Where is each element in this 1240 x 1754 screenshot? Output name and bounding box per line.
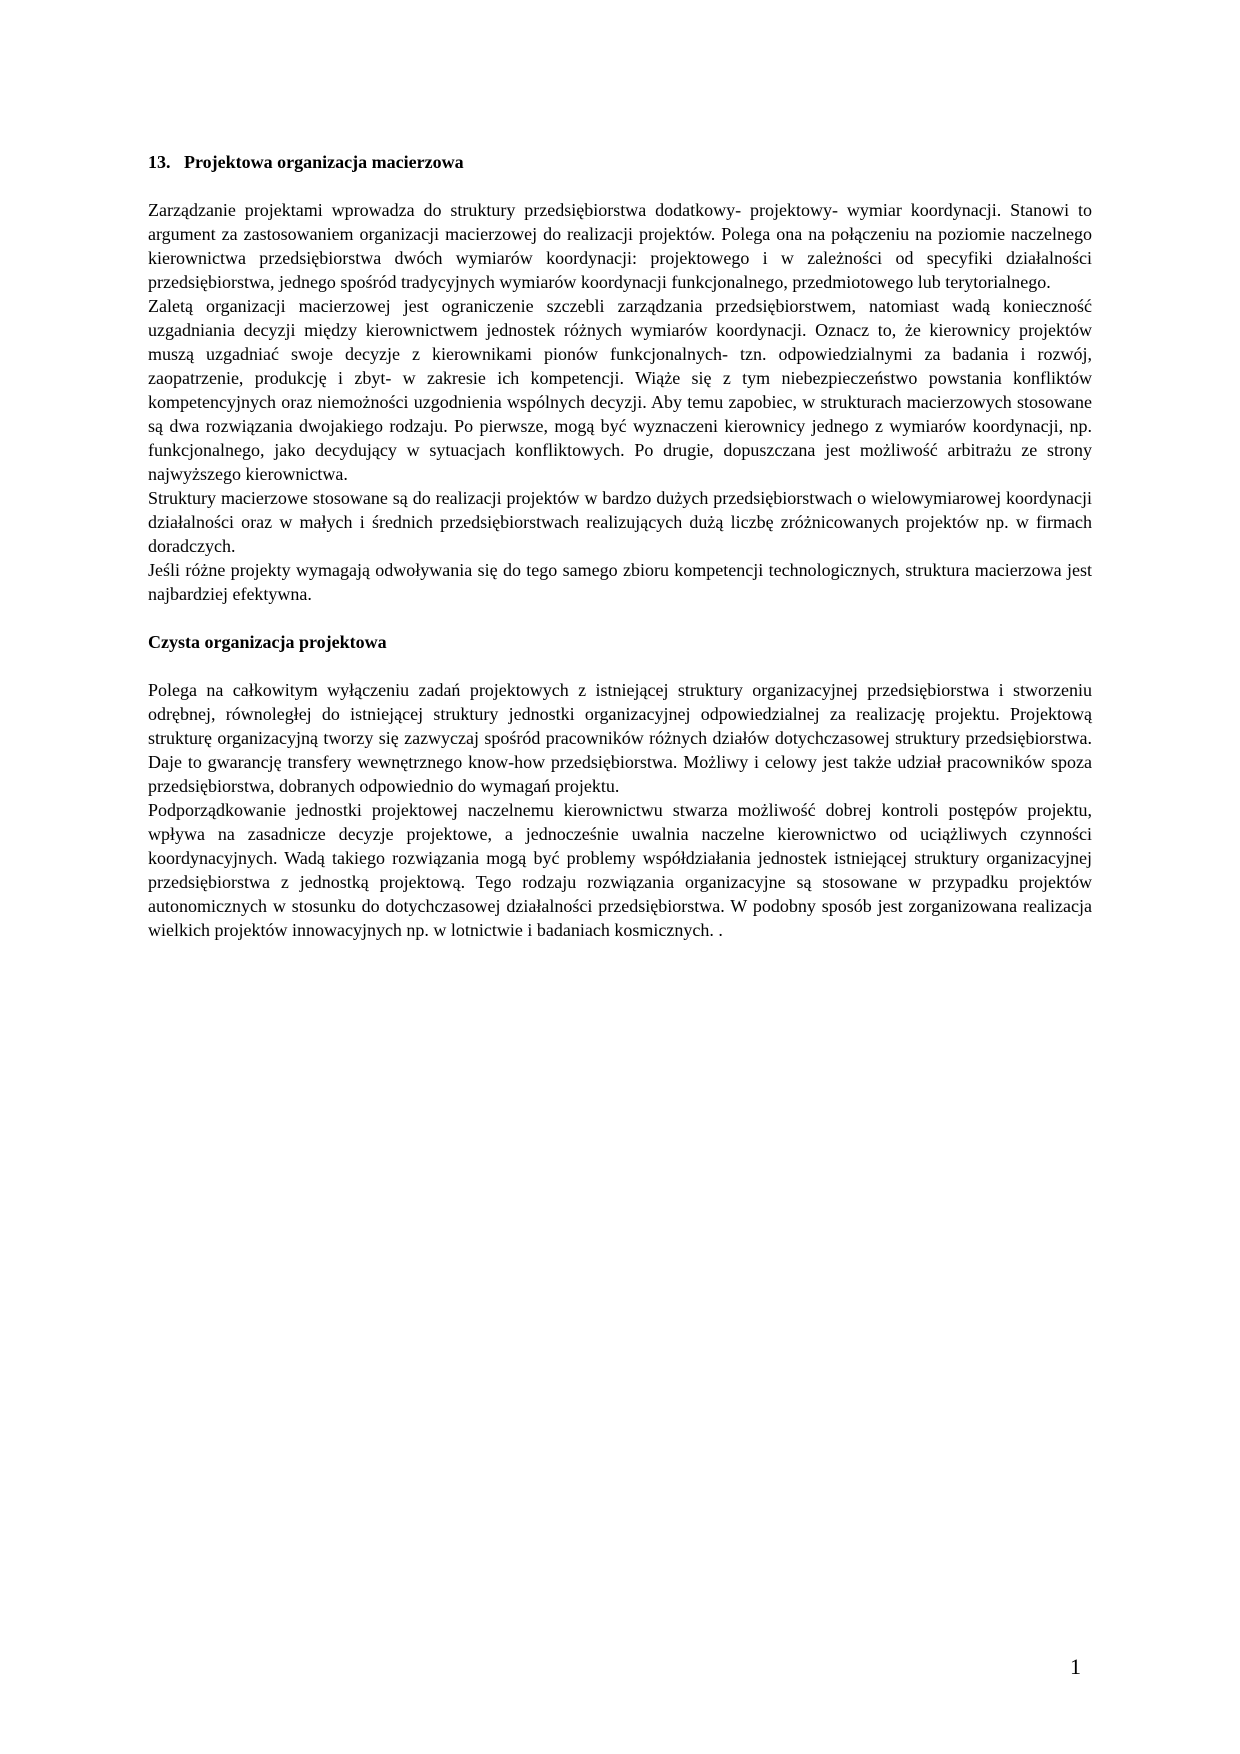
paragraph: Jeśli różne projekty wymagają odwoływania się do tego samego zbioru kompetencji technologicznych, struktura macierzowa jest najbardziej efektywna. <box>148 560 1092 604</box>
spacer <box>148 606 1092 630</box>
paragraph: Struktury macierzowe stosowane są do realizacji projektów w bardzo dużych przedsiębiorstwach o wielowymiarowej koordynacji działalności oraz w małych i średnich przedsiębiorstwach realizujących dużą liczbę zróżnicowanych projektów np. w firmach doradczych. <box>148 488 1092 556</box>
section-title: Projektowa organizacja macierzowa <box>184 152 464 172</box>
subsection-body <box>148 678 1092 942</box>
paragraph: Podporządkowanie jednostki projektowej naczelnemu kierownictwu stwarza możliwość dobrej kontroli postępów projektu, wpływa na zasadnicze decyzje projektowe, a jednocześnie uwalnia naczelne kierownictwo od uciążliwych czynności koordynacyjnych. Wadą takiego rozwiązania mogą być problemy współdziałania jednostek istniejącej struktury organizacyjnej przedsiębiorstwa z jednostką projektową. Tego rodzaju rozwiązania organizacyjne są stosowane w przypadku projektów autonomicznych w stosunku do dotychczasowej działalności przedsiębiorstwa. W podobny sposób jest zorganizowana realizacja wielkich projektów innowacyjnych np. w lotnictwie i badaniach kosmicznych. . <box>148 800 1092 940</box>
section-heading <box>148 150 1092 174</box>
document-page <box>148 150 1092 942</box>
subsection-title: Czysta organizacja projektowa <box>148 632 387 652</box>
section-number: 13. <box>148 152 171 172</box>
section-body <box>148 198 1092 606</box>
paragraph: Zaletą organizacji macierzowej jest ograniczenie szczebli zarządzania przedsiębiorstwem, natomiast wadą konieczność uzgadniania decyzji między kierownictwem jednostek różnych wymiarów koordynacji. Oznacz to, że kierownicy projektów muszą uzgadniać swoje decyzje z kierownikami pionów funkcjonalnych- tzn. odpowiedzialnymi za badania i rozwój, zaopatrzenie, produkcję i zbyt- w zakresie ich kompetencji. Wiąże się z tym niebezpieczeństwo powstania konfliktów kompetencyjnych oraz niemożności uzgodnienia wspólnych decyzji. Aby temu zapobiec, w strukturach macierzowych stosowane są dwa rozwiązania dwojakiego rodzaju. Po pierwsze, mogą być wyznaczeni kierownicy jednego z wymiarów koordynacji, np. funkcjonalnego, jako decydujący w sytuacjach konfliktowych. Po drugie, dopuszczana jest możliwość arbitrażu ze strony najwyższego kierownictwa. <box>148 296 1092 484</box>
page-number: 1 <box>1070 1654 1081 1679</box>
paragraph: Zarządzanie projektami wprowadza do struktury przedsiębiorstwa dodatkowy- projektowy- wymiar koordynacji. Stanowi to argument za zastosowaniem organizacji macierzowej do realizacji projektów. Polega ona na połączeniu na poziomie naczelnego kierownictwa przedsiębiorstwa dwóch wymiarów koordynacji: projektowego i w zależności od specyfiki działalności przedsiębiorstwa, jednego spośród tradycyjnych wymiarów koordynacji funkcjonalnego, przedmiotowego lub terytorialnego. <box>148 200 1092 292</box>
paragraph: Polega na całkowitym wyłączeniu zadań projektowych z istniejącej struktury organizacyjnej przedsiębiorstwa i stworzeniu odrębnej, równoległej do istniejącej struktury jednostki organizacyjnej odpowiedzialnej za realizację projektu. Projektową strukturę organizacyjną tworzy się zazwyczaj spośród pracowników różnych działów dotychczasowej struktury przedsiębiorstwa. Daje to gwarancję transfery wewnętrznego know-how przedsiębiorstwa. Możliwy i celowy jest także udział pracowników spoza przedsiębiorstwa, dobranych odpowiednio do wymagań projektu. <box>148 680 1092 796</box>
